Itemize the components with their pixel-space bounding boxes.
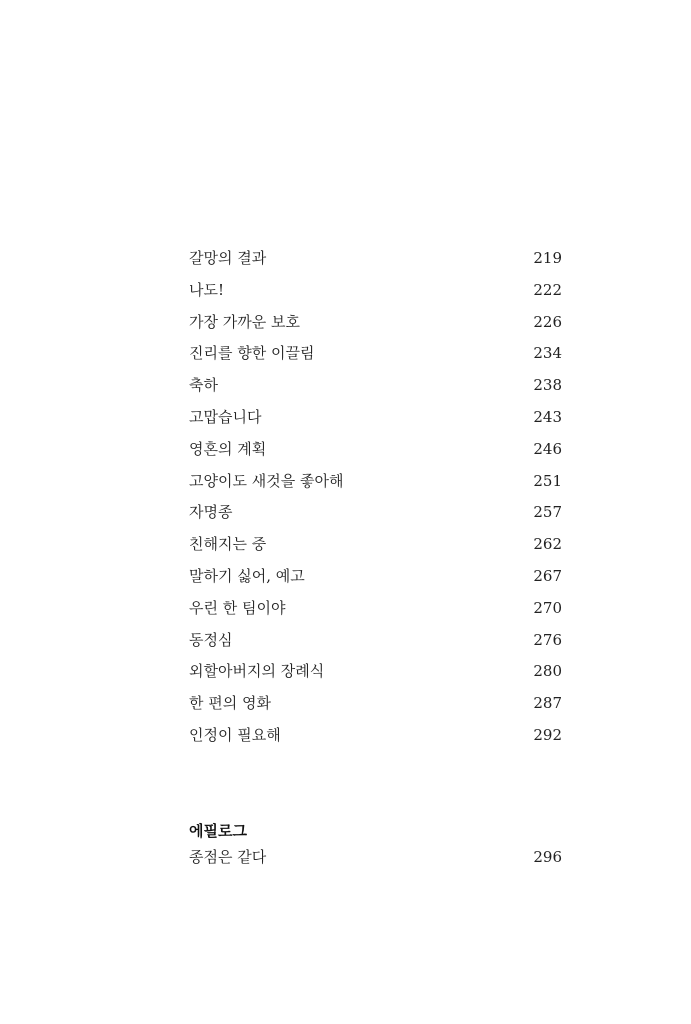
toc-entry-page: 257 (533, 503, 562, 522)
toc-entry-title: 고맙습니다 (189, 407, 262, 426)
toc-entry-title: 갈망의 결과 (189, 249, 267, 267)
toc-entry[interactable] (189, 468, 562, 500)
toc-entry-title: 축하 (189, 376, 218, 395)
toc-entry-page: 276 (533, 630, 562, 649)
toc-entry-title: 동정심 (189, 630, 233, 649)
toc-entry-page: 292 (533, 725, 562, 744)
toc-entry[interactable] (189, 309, 562, 341)
toc-entry[interactable] (189, 436, 562, 468)
toc-entry-title: 친해지는 중 (189, 535, 267, 554)
toc-entry-page: 226 (533, 312, 562, 331)
toc-entry[interactable] (189, 404, 562, 436)
epilogue-heading: 에필로그 (189, 822, 247, 840)
toc-entry-title: 가장 가까운 보호 (189, 312, 300, 331)
toc-entry-page: 238 (533, 376, 562, 395)
toc-entry[interactable] (189, 372, 562, 404)
toc-entry[interactable] (189, 531, 562, 563)
toc-entry-title: 자명종 (189, 503, 233, 522)
toc-entry-page: 222 (533, 280, 562, 299)
table-of-contents (189, 245, 562, 754)
toc-entry[interactable] (189, 658, 562, 690)
toc-entry-page: 234 (533, 344, 562, 363)
toc-entry[interactable] (189, 627, 562, 659)
toc-entry-page: 287 (533, 694, 562, 713)
toc-entry[interactable] (189, 245, 562, 277)
toc-entry-title: 고양이도 새것을 좋아해 (189, 471, 344, 490)
toc-entry-title: 말하기 싫어, 예고 (189, 566, 305, 585)
toc-entry-page: 296 (533, 848, 562, 866)
toc-entry-page: 270 (533, 598, 562, 617)
toc-entry-title: 영혼의 계획 (189, 439, 267, 458)
toc-entry-page: 262 (533, 535, 562, 554)
toc-entry[interactable] (189, 844, 562, 872)
toc-entry-title: 나도! (189, 280, 225, 299)
toc-entry[interactable] (189, 595, 562, 627)
epilogue-section (189, 818, 562, 872)
toc-entry-page: 246 (533, 439, 562, 458)
toc-entry-page: 243 (533, 407, 562, 426)
toc-entry-page: 219 (533, 249, 562, 267)
toc-entry[interactable] (189, 722, 562, 754)
toc-entry-page: 251 (533, 471, 562, 490)
toc-entry[interactable] (189, 340, 562, 372)
toc-entry[interactable] (189, 499, 562, 531)
toc-entry-title: 우린 한 팀이야 (189, 598, 286, 617)
toc-entry-page: 267 (533, 566, 562, 585)
toc-entry-title: 외할아버지의 장례식 (189, 662, 325, 681)
toc-entry[interactable] (189, 563, 562, 595)
toc-entry-title: 진리를 향한 이끌림 (189, 344, 315, 363)
toc-entry[interactable] (189, 690, 562, 722)
toc-entry-page: 280 (533, 662, 562, 681)
toc-entry[interactable] (189, 277, 562, 309)
toc-entry-title: 인정이 필요해 (189, 725, 281, 744)
toc-entry-title: 종점은 같다 (189, 848, 267, 866)
toc-entry-title: 한 편의 영화 (189, 694, 271, 713)
